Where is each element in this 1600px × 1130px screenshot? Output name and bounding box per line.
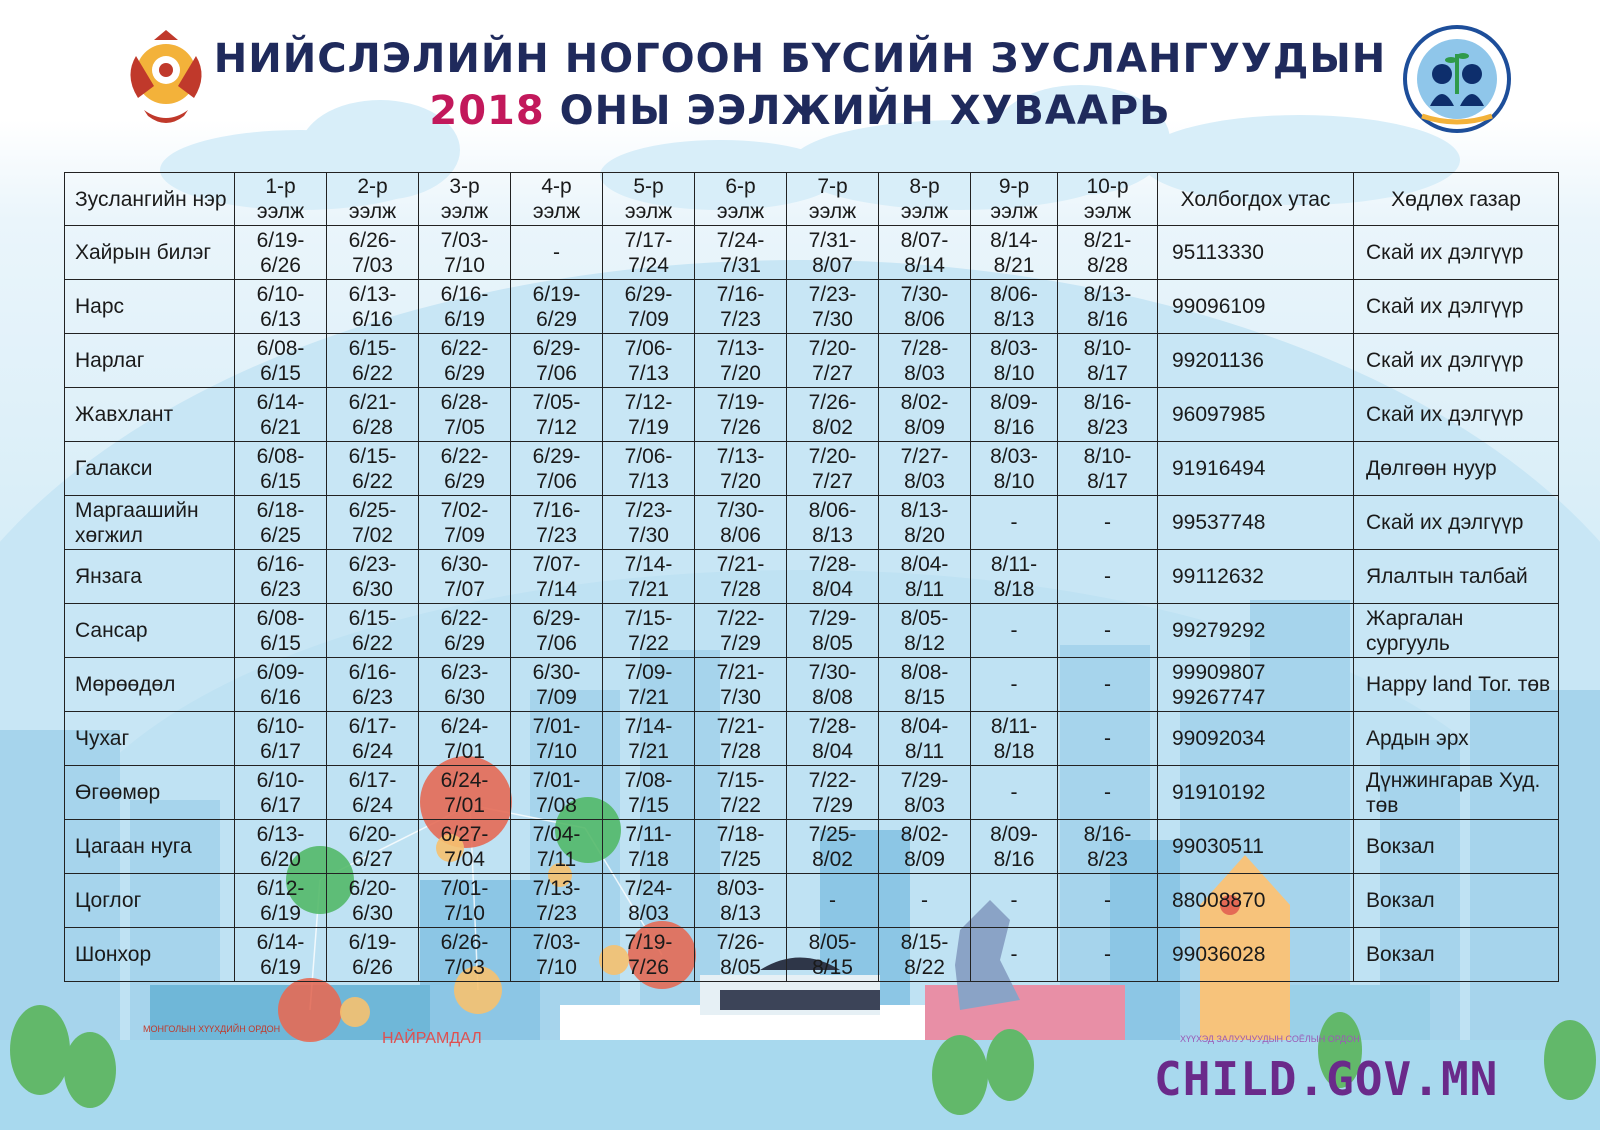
shift-date-cell: 7/01-7/08 <box>511 766 603 820</box>
shift-date-cell: 7/31-8/07 <box>787 226 879 280</box>
shift-date-cell: 6/23-6/30 <box>327 550 419 604</box>
departure-place-cell: Happy land Тог. төв <box>1354 658 1559 712</box>
table-row <box>65 442 1559 496</box>
shift-date-cell: 7/30-8/08 <box>787 658 879 712</box>
shift-date-cell: 6/26-7/03 <box>419 928 511 982</box>
shift-date-cell: - <box>1058 928 1158 982</box>
shift-date-cell: 7/28-8/03 <box>879 334 971 388</box>
header-shift: 5-р ээлж <box>603 173 695 226</box>
shift-date-cell: 6/24-7/01 <box>419 712 511 766</box>
shift-date-cell: 6/15-6/22 <box>327 442 419 496</box>
shift-date-cell: 7/12-7/19 <box>603 388 695 442</box>
phone-cell: 99030511 <box>1158 820 1354 874</box>
shift-date-cell: 6/27-7/04 <box>419 820 511 874</box>
shift-date-cell: 7/06-7/13 <box>603 334 695 388</box>
shift-date-cell: 7/01-7/10 <box>511 712 603 766</box>
departure-place-cell: Жаргалан сургууль <box>1354 604 1559 658</box>
shift-date-cell: 7/23-7/30 <box>603 496 695 550</box>
shift-date-cell: 7/01-7/10 <box>419 874 511 928</box>
shift-date-cell: 6/13-6/16 <box>327 280 419 334</box>
shift-date-cell: 7/14-7/21 <box>603 712 695 766</box>
shift-date-cell: 6/10-6/17 <box>235 766 327 820</box>
shift-date-cell: - <box>1058 658 1158 712</box>
phone-cell: 99279292 <box>1158 604 1354 658</box>
shift-date-cell: 8/16-8/23 <box>1058 820 1158 874</box>
camp-name-cell: Хайрын билэг <box>65 226 235 280</box>
table-row <box>65 604 1559 658</box>
table-header-row <box>65 173 1559 226</box>
shift-date-cell: 6/30-7/09 <box>511 658 603 712</box>
table-row <box>65 550 1559 604</box>
shift-date-cell: 8/16-8/23 <box>1058 388 1158 442</box>
table-row <box>65 874 1559 928</box>
schedule-table <box>64 172 1559 982</box>
shift-date-cell: 8/08-8/15 <box>879 658 971 712</box>
shift-date-cell: 8/09-8/16 <box>971 388 1058 442</box>
website-link[interactable]: CHILD.GOV.MN <box>1154 1052 1499 1106</box>
header-phone: Холбогдох утас <box>1158 173 1354 226</box>
header-shift: 2-р ээлж <box>327 173 419 226</box>
camp-name-cell: Янзага <box>65 550 235 604</box>
shift-date-cell: - <box>971 658 1058 712</box>
shift-date-cell: 6/20-6/30 <box>327 874 419 928</box>
phone-cell: 99909807 99267747 <box>1158 658 1354 712</box>
camp-name-cell: Нарс <box>65 280 235 334</box>
header-shift: 1-р ээлж <box>235 173 327 226</box>
camp-name-cell: Галакси <box>65 442 235 496</box>
shift-date-cell: - <box>971 928 1058 982</box>
departure-place-cell: Ялалтын талбай <box>1354 550 1559 604</box>
shift-date-cell: 8/06-8/13 <box>787 496 879 550</box>
shift-date-cell: 6/26-7/03 <box>327 226 419 280</box>
shift-date-cell: 6/19-6/29 <box>511 280 603 334</box>
shift-date-cell: - <box>1058 496 1158 550</box>
phone-cell: 99112632 <box>1158 550 1354 604</box>
shift-date-cell: - <box>787 874 879 928</box>
camp-name-cell: Цоглог <box>65 874 235 928</box>
departure-place-cell: Вокзал <box>1354 874 1559 928</box>
page-title-line1: НИЙСЛЭЛИЙН НОГООН БҮСИЙН ЗУСЛАНГУУДЫН <box>213 36 1387 82</box>
table-row <box>65 820 1559 874</box>
shift-date-cell: 6/29-7/06 <box>511 442 603 496</box>
page-title-line2 <box>0 88 1600 134</box>
camp-name-cell: Чухаг <box>65 712 235 766</box>
shift-date-cell: 6/08-6/15 <box>235 442 327 496</box>
shift-date-cell: 8/06-8/13 <box>971 280 1058 334</box>
phone-cell: 99537748 <box>1158 496 1354 550</box>
shift-date-cell: 7/28-8/04 <box>787 550 879 604</box>
phone-cell: 99096109 <box>1158 280 1354 334</box>
header-shift: 4-р ээлж <box>511 173 603 226</box>
building-label: НАЙРАМДАЛ <box>382 1030 482 1047</box>
shift-date-cell: 7/26-8/02 <box>787 388 879 442</box>
shift-date-cell: 8/07-8/14 <box>879 226 971 280</box>
header-shift: 6-р ээлж <box>695 173 787 226</box>
header-shift: 9-р ээлж <box>971 173 1058 226</box>
shift-date-cell: 8/03-8/13 <box>695 874 787 928</box>
shift-date-cell: 7/19-7/26 <box>695 388 787 442</box>
shift-date-cell: 7/13-7/23 <box>511 874 603 928</box>
agency-logo-icon <box>1402 24 1512 134</box>
shift-date-cell: 8/04-8/11 <box>879 550 971 604</box>
shift-date-cell: 7/29-8/05 <box>787 604 879 658</box>
shift-date-cell: 7/19-7/26 <box>603 928 695 982</box>
shift-date-cell: 7/30-8/06 <box>695 496 787 550</box>
shift-date-cell: 8/10-8/17 <box>1058 334 1158 388</box>
shift-date-cell: - <box>1058 712 1158 766</box>
shift-date-cell: 7/18-7/25 <box>695 820 787 874</box>
phone-cell: 91910192 <box>1158 766 1354 820</box>
shift-date-cell: 6/16-6/23 <box>235 550 327 604</box>
shift-date-cell: 7/20-7/27 <box>787 334 879 388</box>
shift-date-cell: 8/10-8/17 <box>1058 442 1158 496</box>
shift-date-cell: 7/03-7/10 <box>419 226 511 280</box>
shift-date-cell: 7/29-8/03 <box>879 766 971 820</box>
camp-name-cell: Мөрөөдөл <box>65 658 235 712</box>
phone-cell: 96097985 <box>1158 388 1354 442</box>
departure-place-cell: Вокзал <box>1354 928 1559 982</box>
shift-date-cell: 8/03-8/10 <box>971 442 1058 496</box>
shift-date-cell: 6/14-6/19 <box>235 928 327 982</box>
phone-cell: 99201136 <box>1158 334 1354 388</box>
shift-date-cell: 6/25-7/02 <box>327 496 419 550</box>
shift-date-cell: 8/14-8/21 <box>971 226 1058 280</box>
shift-date-cell: 7/08-7/15 <box>603 766 695 820</box>
shift-date-cell: 7/03-7/10 <box>511 928 603 982</box>
shift-date-cell: 7/21-7/28 <box>695 712 787 766</box>
shift-date-cell: 6/08-6/15 <box>235 604 327 658</box>
shift-date-cell: - <box>511 226 603 280</box>
shift-date-cell: 7/17-7/24 <box>603 226 695 280</box>
schedule-body <box>65 226 1559 982</box>
shift-date-cell: 7/13-7/20 <box>695 334 787 388</box>
table-row <box>65 280 1559 334</box>
shift-date-cell: 8/11-8/18 <box>971 550 1058 604</box>
camp-name-cell: Маргаашийн хөгжил <box>65 496 235 550</box>
shift-date-cell: 7/30-8/06 <box>879 280 971 334</box>
shift-date-cell: 7/04-7/11 <box>511 820 603 874</box>
shift-date-cell: 7/24-7/31 <box>695 226 787 280</box>
shift-date-cell: 7/16-7/23 <box>695 280 787 334</box>
departure-place-cell: Ардын эрх <box>1354 712 1559 766</box>
shift-date-cell: 7/20-7/27 <box>787 442 879 496</box>
table-row <box>65 766 1559 820</box>
shift-date-cell: 6/21-6/28 <box>327 388 419 442</box>
shift-date-cell: 6/22-6/29 <box>419 442 511 496</box>
table-row <box>65 928 1559 982</box>
phone-cell: 99092034 <box>1158 712 1354 766</box>
shift-date-cell: 6/08-6/15 <box>235 334 327 388</box>
shift-date-cell: 8/09-8/16 <box>971 820 1058 874</box>
shift-date-cell: 6/30-7/07 <box>419 550 511 604</box>
shift-date-cell: 6/15-6/22 <box>327 334 419 388</box>
departure-place-cell: Вокзал <box>1354 820 1559 874</box>
shift-date-cell: 7/24-8/03 <box>603 874 695 928</box>
header-shift: 10-р ээлж <box>1058 173 1158 226</box>
shift-date-cell: 7/13-7/20 <box>695 442 787 496</box>
shift-date-cell: 6/28-7/05 <box>419 388 511 442</box>
shift-date-cell: 6/24-7/01 <box>419 766 511 820</box>
departure-place-cell: Скай их дэлгүүр <box>1354 226 1559 280</box>
shift-date-cell: 7/11-7/18 <box>603 820 695 874</box>
camp-name-cell: Сансар <box>65 604 235 658</box>
phone-cell: 88008870 <box>1158 874 1354 928</box>
table-row <box>65 712 1559 766</box>
header-shift: 7-р ээлж <box>787 173 879 226</box>
shift-date-cell: 7/02-7/09 <box>419 496 511 550</box>
shift-date-cell: - <box>971 604 1058 658</box>
camp-name-cell: Нарлаг <box>65 334 235 388</box>
shift-date-cell: 6/13-6/20 <box>235 820 327 874</box>
shift-date-cell: - <box>971 766 1058 820</box>
shift-date-cell: - <box>971 496 1058 550</box>
shift-date-cell: 8/05-8/15 <box>787 928 879 982</box>
shift-date-cell: 7/15-7/22 <box>603 604 695 658</box>
phone-cell: 99036028 <box>1158 928 1354 982</box>
shift-date-cell: - <box>1058 550 1158 604</box>
shift-date-cell: 8/03-8/10 <box>971 334 1058 388</box>
shift-date-cell: 6/19-6/26 <box>327 928 419 982</box>
table-row <box>65 334 1559 388</box>
shift-date-cell: 6/22-6/29 <box>419 604 511 658</box>
shift-date-cell: 8/04-8/11 <box>879 712 971 766</box>
camp-name-cell: Цагаан нуга <box>65 820 235 874</box>
shift-date-cell: 6/17-6/24 <box>327 712 419 766</box>
shift-date-cell: 8/02-8/09 <box>879 820 971 874</box>
table-row <box>65 658 1559 712</box>
shift-date-cell: 7/21-7/28 <box>695 550 787 604</box>
shift-date-cell: 6/14-6/21 <box>235 388 327 442</box>
shift-date-cell: 8/11-8/18 <box>971 712 1058 766</box>
header-departure-place: Хөдлөх газар <box>1354 173 1559 226</box>
departure-place-cell: Дөлгөөн нуур <box>1354 442 1559 496</box>
shift-date-cell: 6/15-6/22 <box>327 604 419 658</box>
shift-date-cell: 6/18-6/25 <box>235 496 327 550</box>
shift-date-cell: 6/09-6/16 <box>235 658 327 712</box>
departure-place-cell: Скай их дэлгүүр <box>1354 280 1559 334</box>
shift-date-cell: 6/12-6/19 <box>235 874 327 928</box>
table-row <box>65 226 1559 280</box>
phone-cell: 91916494 <box>1158 442 1354 496</box>
shift-date-cell: - <box>879 874 971 928</box>
shift-date-cell: 7/21-7/30 <box>695 658 787 712</box>
building-label: ХҮҮХЭД ЗАЛУУЧУУДЫН СОЁЛЫН ОРДОН <box>1180 1034 1360 1044</box>
table-row <box>65 496 1559 550</box>
shift-date-cell: 6/20-6/27 <box>327 820 419 874</box>
shift-date-cell: 6/29-7/06 <box>511 604 603 658</box>
shift-date-cell: 6/10-6/13 <box>235 280 327 334</box>
departure-place-cell: Скай их дэлгүүр <box>1354 496 1559 550</box>
header-camp-name: Зуслангийн нэр <box>65 173 235 226</box>
header <box>0 0 1600 150</box>
shift-date-cell: 8/21-8/28 <box>1058 226 1158 280</box>
shift-date-cell: 7/22-7/29 <box>787 766 879 820</box>
shift-date-cell: 6/29-7/09 <box>603 280 695 334</box>
shift-date-cell: - <box>971 874 1058 928</box>
shift-date-cell: 6/22-6/29 <box>419 334 511 388</box>
shift-date-cell: 7/27-8/03 <box>879 442 971 496</box>
shift-date-cell: 7/15-7/22 <box>695 766 787 820</box>
shift-date-cell: 7/09-7/21 <box>603 658 695 712</box>
shift-date-cell: 6/16-6/23 <box>327 658 419 712</box>
shift-date-cell: 7/05-7/12 <box>511 388 603 442</box>
shift-date-cell: 8/13-8/20 <box>879 496 971 550</box>
shift-date-cell: 7/23-7/30 <box>787 280 879 334</box>
departure-place-cell: Скай их дэлгүүр <box>1354 334 1559 388</box>
shift-date-cell: 7/07-7/14 <box>511 550 603 604</box>
shift-date-cell: 7/28-8/04 <box>787 712 879 766</box>
shift-date-cell: - <box>1058 604 1158 658</box>
shift-date-cell: 8/02-8/09 <box>879 388 971 442</box>
shift-date-cell: 7/22-7/29 <box>695 604 787 658</box>
shift-date-cell: 7/14-7/21 <box>603 550 695 604</box>
title-year: 2018 <box>429 88 545 134</box>
camp-name-cell: Жавхлант <box>65 388 235 442</box>
camp-name-cell: Өгөөмөр <box>65 766 235 820</box>
shift-date-cell: 8/15-8/22 <box>879 928 971 982</box>
shift-date-cell: 6/10-6/17 <box>235 712 327 766</box>
shift-date-cell: 6/17-6/24 <box>327 766 419 820</box>
shift-date-cell: 7/16-7/23 <box>511 496 603 550</box>
header-shift: 8-р ээлж <box>879 173 971 226</box>
shift-date-cell: 6/19-6/26 <box>235 226 327 280</box>
header-shift: 3-р ээлж <box>419 173 511 226</box>
title-line2-rest: ОНЫ ЭЭЛЖИЙН ХУВААРЬ <box>544 88 1171 134</box>
departure-place-cell: Скай их дэлгүүр <box>1354 388 1559 442</box>
shift-date-cell: 7/06-7/13 <box>603 442 695 496</box>
shift-date-cell: 6/16-6/19 <box>419 280 511 334</box>
shift-date-cell: 7/25-8/02 <box>787 820 879 874</box>
shift-date-cell: - <box>1058 766 1158 820</box>
departure-place-cell: Дүнжингарав Худ. төв <box>1354 766 1559 820</box>
shift-date-cell: 8/13-8/16 <box>1058 280 1158 334</box>
shift-date-cell: - <box>1058 874 1158 928</box>
shift-date-cell: 6/29-7/06 <box>511 334 603 388</box>
phone-cell: 95113330 <box>1158 226 1354 280</box>
building-label: МОНГОЛЫН ХҮҮХДИЙН ОРДОН <box>143 1024 281 1034</box>
table-row <box>65 388 1559 442</box>
camp-name-cell: Шонхор <box>65 928 235 982</box>
shift-date-cell: 6/23-6/30 <box>419 658 511 712</box>
shift-date-cell: 8/05-8/12 <box>879 604 971 658</box>
shift-date-cell: 7/26-8/05 <box>695 928 787 982</box>
